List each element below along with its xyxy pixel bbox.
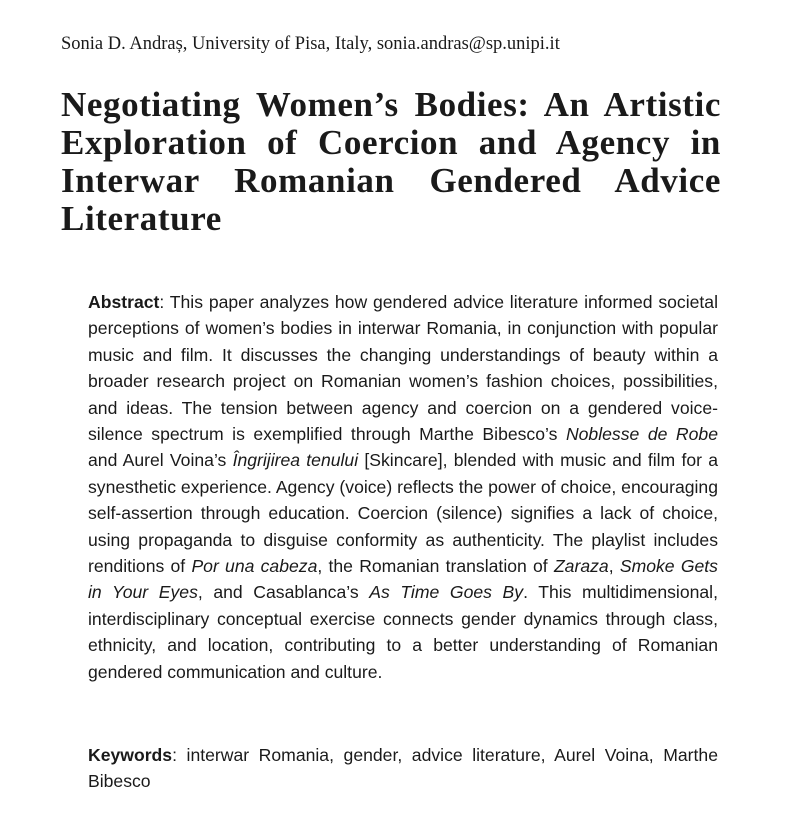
keywords-paragraph xyxy=(88,742,718,795)
abstract-text-6: , and Casablanca’s xyxy=(197,582,370,603)
abstract-label-separator: : xyxy=(159,292,170,312)
author-affiliation: Sonia D. Andraș, University of Pisa, Italy, sonia.andras@sp.unipi.it xyxy=(61,34,560,54)
abstract-label: Abstract xyxy=(88,292,160,312)
abstract-text-5: , xyxy=(608,556,620,577)
abstract-title-smoke-gets-in-your-eyes: Smoke Gets in Your Eyes xyxy=(88,556,718,603)
abstract-text-3: [Skincare], blended with music and film for a synesthetic experience. Agency (voice) reflects the power of choice, encouraging self-assertion through education. Coercion (silence) signifies a lack of choice, using propaganda to disguise conformity as authenticity. The playlist includes renditions of xyxy=(88,450,718,577)
abstract-text-4: , the Romanian translation of xyxy=(317,556,554,577)
abstract-text-2: and Aurel Voina’s xyxy=(88,450,233,471)
abstract-text-1: This paper analyzes how gendered advice literature informed societal perceptions of women’s bodies in interwar Romania, in conjunction with popular music and film. It discusses the changing understandings of beauty within a broader research project on Romanian women’s fashion choices, possibilities, and ideas. The tension between agency and coercion on a gendered voice-silence spectrum is exemplified through Marthe Bibesco’s xyxy=(88,292,718,445)
abstract-title-zaraza: Zaraza xyxy=(553,556,609,577)
abstract-title-por-una-cabeza: Por una cabeza xyxy=(191,556,318,577)
abstract-text-7: . This multidimensional, interdisciplinary conceptual exercise connects gender dynamics through class, ethnicity, and location, contributing to a better understanding of Romanian gendered communication and culture. xyxy=(88,582,718,682)
paper-title: Negotiating Women’s Bodies: An Artistic Exploration of Coercion and Agency in Interwar Romanian Gendered Advice Literature xyxy=(61,85,721,238)
abstract-title-as-time-goes-by: As Time Goes By xyxy=(369,582,524,603)
abstract-title-noblesse-de-robe: Noblesse de Robe xyxy=(565,424,718,445)
keywords-label: Keywords xyxy=(88,745,173,765)
abstract-paragraph xyxy=(88,289,718,685)
abstract-title-ingrijirea-tenului: Îngrijirea tenului xyxy=(232,450,359,471)
keywords-label-separator: : xyxy=(172,745,187,765)
keywords-text: interwar Romania, gender, advice literature, Aurel Voina, Marthe Bibesco xyxy=(88,745,718,792)
